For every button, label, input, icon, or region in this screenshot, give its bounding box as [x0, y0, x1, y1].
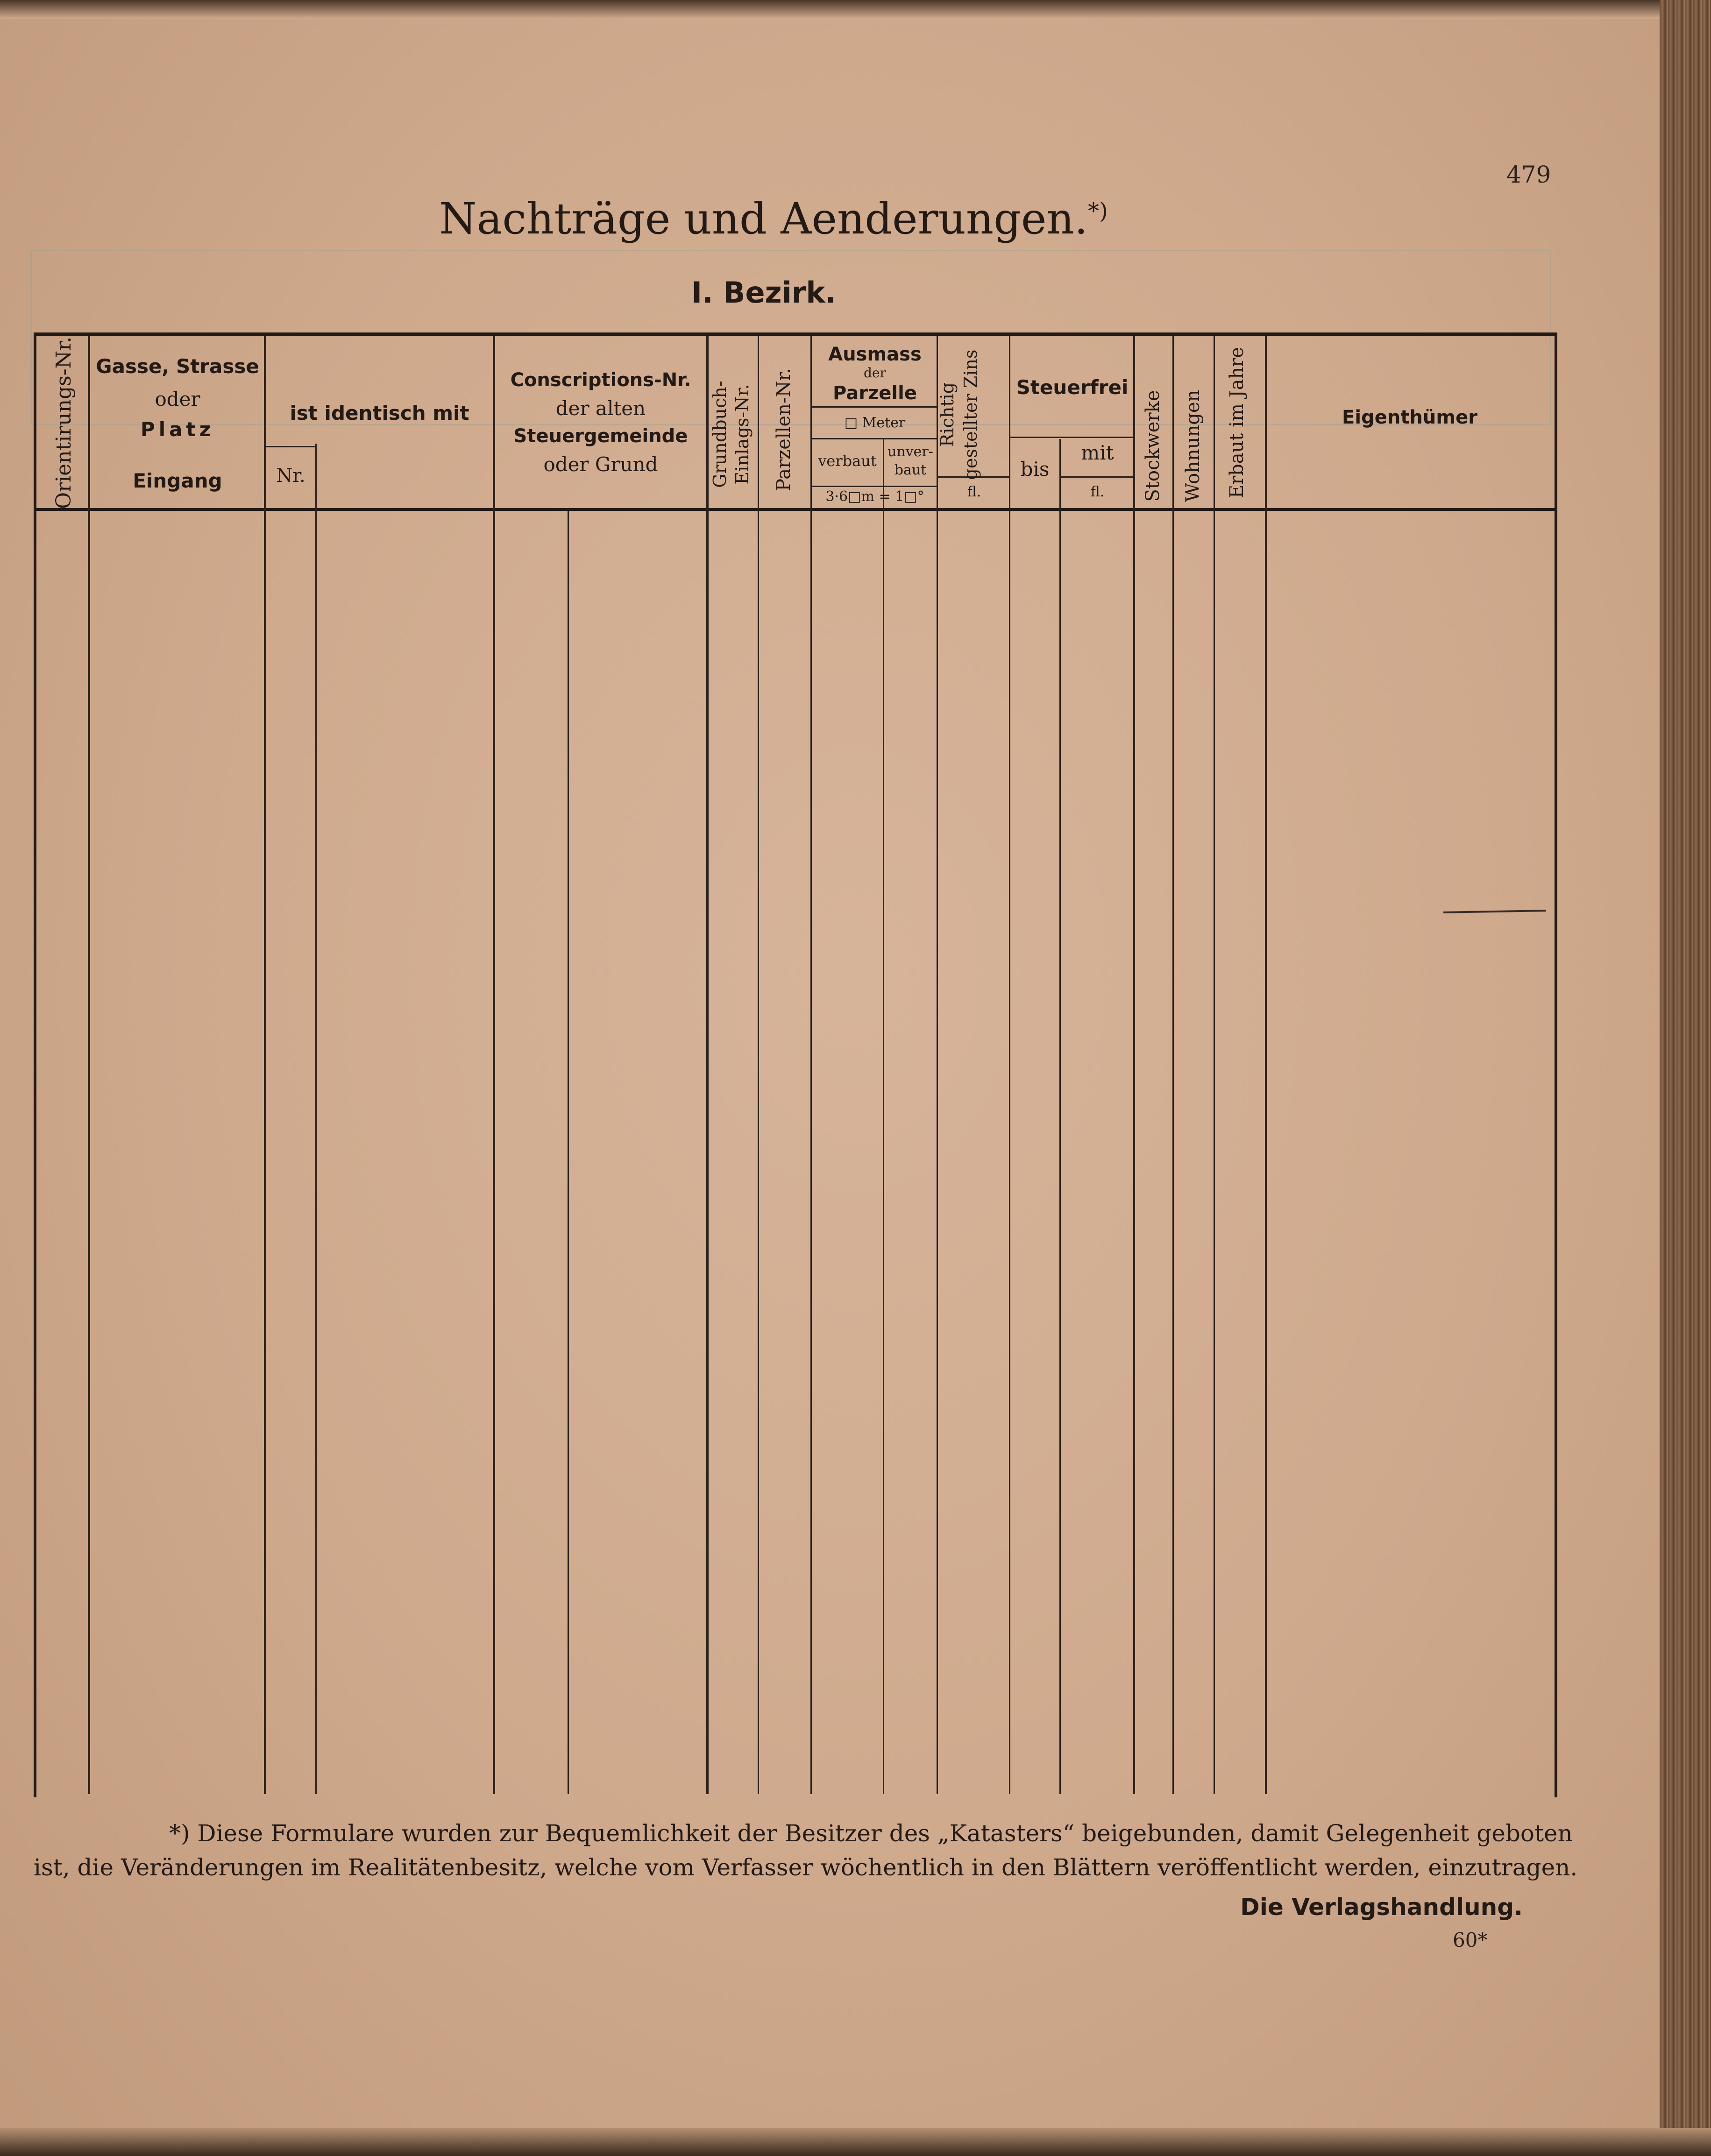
header-parzellen: Parzellen-Nr.	[773, 368, 795, 491]
ausmass-rule	[812, 406, 938, 408]
column-divider	[315, 444, 317, 1794]
footnote	[34, 1817, 1578, 1884]
column-divider	[88, 336, 90, 1794]
column-divider	[1265, 336, 1267, 1794]
district-heading: I. Bezirk.	[691, 276, 837, 310]
column-divider	[1172, 336, 1174, 1794]
header-ausmass-formula: 3·6□m = 1□°	[825, 488, 924, 505]
footnote-line1: *) Diese Formulare wurden zur Bequemlichkeit der Besitzer des „Katasters“ beigebunden, damit Gelegenheit geboten	[169, 1820, 1573, 1847]
header-stockwerke: Stockwerke	[1142, 390, 1164, 502]
header-conscriptions-line3: Steuergemeinde	[513, 425, 688, 447]
page-bottom-edge	[0, 2128, 1711, 2156]
header-conscriptions-line1: Conscriptions-Nr.	[510, 369, 691, 391]
header-conscriptions-line4: oder Grund	[543, 453, 658, 476]
header-richtig-zins: Richtig gestellter Zins	[937, 349, 981, 480]
header-grundbuch: Grundbuch-Einlags-Nr.	[710, 381, 753, 488]
column-divider	[1009, 336, 1010, 1794]
page-title	[439, 194, 1140, 244]
column-divider	[264, 336, 266, 1794]
header-steuerfrei-bis: bis	[1020, 458, 1050, 481]
header-ausmass-line2: der	[864, 365, 886, 381]
page-title-text: Nachträge und Aenderungen.	[439, 194, 1088, 244]
nr-box-top	[265, 446, 317, 447]
header-eigenthuemer: Eigenthümer	[1342, 407, 1477, 428]
column-divider	[758, 336, 759, 1794]
column-divider	[937, 336, 938, 1794]
header-ist-identisch: ist identisch mit	[290, 402, 469, 424]
ausmass-rule	[812, 438, 938, 439]
header-steuerfrei: Steuerfrei	[1016, 376, 1129, 399]
ausmass-rule	[812, 486, 938, 487]
header-steuerfrei-unit: fl.	[1090, 484, 1105, 500]
header-gasse-line4: Eingang	[133, 469, 222, 492]
column-divider	[1214, 336, 1215, 1794]
header-steuerfrei-mit: mit	[1081, 441, 1114, 464]
header-gasse-line1: Gasse, Strasse	[96, 355, 259, 378]
header-orientirungs-nr: Orientirungs-Nr.	[52, 336, 76, 509]
column-divider	[883, 439, 884, 1794]
header-ausmass-verbaut: verbaut	[818, 452, 877, 470]
header-wohnungen: Wohnungen	[1182, 389, 1204, 502]
column-divider	[493, 336, 495, 1794]
page-number: 479	[1506, 161, 1551, 188]
column-divider	[1133, 336, 1135, 1794]
header-gasse-line3: Platz	[140, 418, 215, 441]
header-ausmass-meter: □ Meter	[844, 415, 906, 431]
column-divider	[810, 336, 812, 1794]
column-divider	[706, 336, 709, 1794]
book-spine-edge	[1660, 0, 1711, 2156]
header-ausmass-line1: Ausmass	[828, 344, 922, 365]
ledger-table	[34, 332, 1557, 1797]
title-footnote-mark: *)	[1087, 198, 1108, 224]
sheet-signature-mark: 60*	[1453, 1929, 1488, 1951]
header-gasse-line2: oder	[155, 388, 200, 410]
header-ausmass-unverbaut: unver- baut	[887, 444, 933, 478]
steuerfrei-rule	[1061, 476, 1134, 478]
header-zins-unit: fl.	[967, 484, 981, 500]
header-identisch-nr: Nr.	[276, 465, 305, 487]
column-divider	[568, 510, 569, 1794]
publisher-signature: Die Verlagshandlung.	[1240, 1894, 1523, 1921]
column-divider	[1059, 439, 1061, 1794]
steuerfrei-rule	[1010, 437, 1134, 438]
page-top-edge	[0, 0, 1711, 19]
header-ausmass-line3: Parzelle	[833, 382, 917, 404]
header-erbaut-im-jahre: Erbaut im Jahre	[1226, 346, 1248, 499]
footnote-line2: ist, die Veränderungen im Realitätenbesitz, welche vom Verfasser wöchentlich in den Blättern veröffentlicht werden, einzutragen.	[34, 1853, 1578, 1881]
header-conscriptions-line2: der alten	[555, 397, 646, 420]
